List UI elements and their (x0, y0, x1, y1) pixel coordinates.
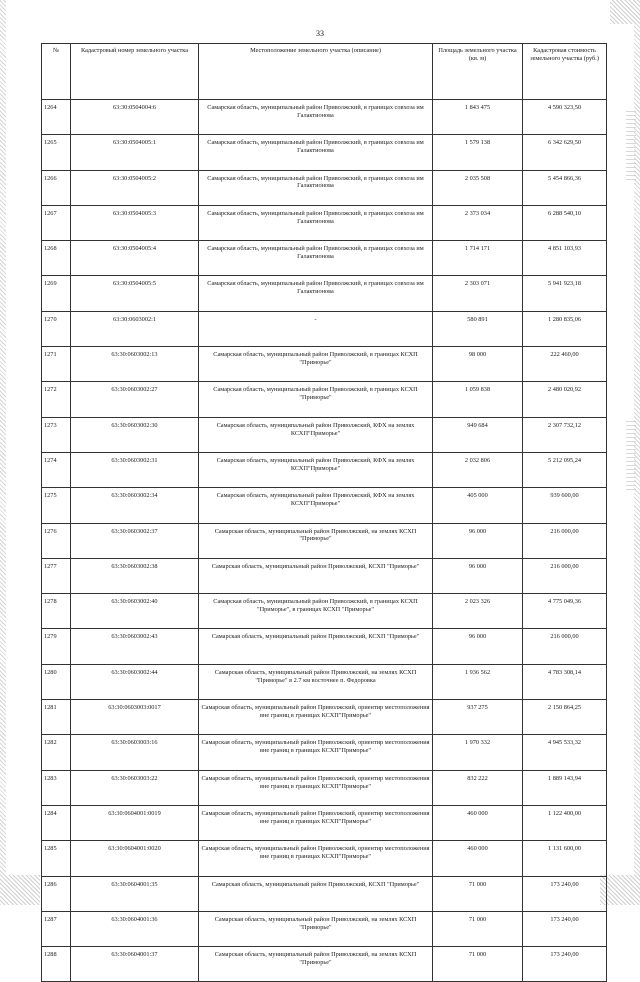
cadastral-number: 63:30:0603003:16 (71, 735, 199, 770)
area: 2 023 326 (433, 594, 523, 629)
row-number: 1283 (42, 770, 71, 805)
area: 71 000 (433, 947, 523, 982)
area: 405 000 (433, 488, 523, 523)
area: 2 032 806 (433, 452, 523, 487)
cadastral-number: 63:30:0603002:27 (71, 382, 199, 417)
area: 580 891 (433, 311, 523, 346)
location: Самарская область, муниципальный район Приволжский, КФХ на землях КСХП"Приморье" (199, 488, 433, 523)
area: 832 222 (433, 770, 523, 805)
area: 71 000 (433, 911, 523, 946)
table-row (42, 488, 607, 523)
location: Самарская область, муниципальный район Приволжский, КФХ на землях КСХП"Приморье" (199, 452, 433, 487)
location: Самарская область, муниципальный район Приволжский, в границах совхоза им Галактионова (199, 135, 433, 170)
cadastral-value: 4 590 323,50 (523, 100, 607, 135)
area: 1 843 475 (433, 100, 523, 135)
scan-edge-left (0, 0, 6, 905)
cadastral-value: 4 783 308,14 (523, 664, 607, 699)
area: 2 035 508 (433, 170, 523, 205)
area: 96 000 (433, 629, 523, 664)
location: Самарская область, муниципальный район Приволжский, ориентир местоположения вне границ в границах КСХП"Приморье" (199, 700, 433, 735)
table-row (42, 841, 607, 876)
table-row (42, 523, 607, 558)
cadastral-number: 63:30:0604001:36 (71, 911, 199, 946)
table-row (42, 417, 607, 452)
area: 71 000 (433, 876, 523, 911)
cadastral-number: 63:30:0603003:22 (71, 770, 199, 805)
area: 1 714 171 (433, 241, 523, 276)
location: - (199, 311, 433, 346)
header-location: Местоположение земельного участка (описание) (199, 44, 433, 100)
row-number: 1278 (42, 594, 71, 629)
cadastral-number: 63:30:0504005:4 (71, 241, 199, 276)
table-row (42, 594, 607, 629)
table-row (42, 276, 607, 311)
cadastral-value: 5 454 866,36 (523, 170, 607, 205)
table-row (42, 452, 607, 487)
cadastral-number: 63:30:0604001:0019 (71, 805, 199, 840)
location: Самарская область, муниципальный район Приволжский, в границах КСХП "Приморье", в границах КСХП "Приморье" (199, 594, 433, 629)
row-number: 1285 (42, 841, 71, 876)
area: 1 936 562 (433, 664, 523, 699)
area: 949 684 (433, 417, 523, 452)
cadastral-value: 5 212 095,24 (523, 452, 607, 487)
cadastral-value: 939 600,00 (523, 488, 607, 523)
row-number: 1277 (42, 558, 71, 593)
table-row (42, 100, 607, 135)
location: Самарская область, муниципальный район Приволжский, на землях КСХП "Приморье" в 2.7 км восточнее п. Федоровка (199, 664, 433, 699)
location: Самарская область, муниципальный район Приволжский, ориентир местоположения вне границ в границах КСХП"Приморье" (199, 770, 433, 805)
cadastral-value: 5 941 923,18 (523, 276, 607, 311)
location: Самарская область, муниципальный район Приволжский, в границах совхоза им Галактионова (199, 170, 433, 205)
area: 460 000 (433, 805, 523, 840)
row-number: 1272 (42, 382, 71, 417)
table-row (42, 135, 607, 170)
cadastral-number: 63:30:0603002:30 (71, 417, 199, 452)
cadastral-number: 63:30:0504005:5 (71, 276, 199, 311)
location: Самарская область, муниципальный район Приволжский, в границах совхоза им Галактионова (199, 100, 433, 135)
table-row (42, 382, 607, 417)
table-row (42, 770, 607, 805)
cadastral-value: 2 480 020,92 (523, 382, 607, 417)
location: Самарская область, муниципальный район Приволжский, КСХП "Приморье" (199, 629, 433, 664)
table-header-row (42, 44, 607, 100)
header-cadastral-number: Кадастровый номер земельного участка (71, 44, 199, 100)
row-number: 1273 (42, 417, 71, 452)
table-row (42, 311, 607, 346)
row-number: 1275 (42, 488, 71, 523)
area: 2 303 071 (433, 276, 523, 311)
table-row (42, 170, 607, 205)
row-number: 1270 (42, 311, 71, 346)
scan-edge-mark (626, 420, 636, 490)
cadastral-value: 2 150 864,25 (523, 700, 607, 735)
cadastral-value: 1 280 835,06 (523, 311, 607, 346)
row-number: 1282 (42, 735, 71, 770)
table-row (42, 911, 607, 946)
location: Самарская область, муниципальный район Приволжский, на землях КСХП "Приморье" (199, 947, 433, 982)
scan-edge-mark (626, 110, 636, 180)
row-number: 1279 (42, 629, 71, 664)
cadastral-number: 63:30:0603002:13 (71, 347, 199, 382)
location: Самарская область, муниципальный район Приволжский, в границах совхоза им Галактионова (199, 241, 433, 276)
cadastral-value: 1 122 400,00 (523, 805, 607, 840)
cadastral-number: 63:30:0504005:2 (71, 170, 199, 205)
location: Самарская область, муниципальный район Приволжский, ориентир местоположения вне границ в границах КСХП"Приморье" (199, 805, 433, 840)
scan-corner-top-right (610, 0, 640, 24)
cadastral-number: 63:30:0603003:0017 (71, 700, 199, 735)
cadastral-value: 6 288 540,10 (523, 205, 607, 240)
cadastral-number: 63:30:0604001:37 (71, 947, 199, 982)
scan-corner-bottom-left (0, 875, 40, 905)
land-plot-table (41, 43, 607, 982)
row-number: 1281 (42, 700, 71, 735)
cadastral-value: 173 240,00 (523, 876, 607, 911)
location: Самарская область, муниципальный район Приволжский, на землях КСХП "Приморье" (199, 523, 433, 558)
location: Самарская область, муниципальный район Приволжский, КФХ на землях КСХП"Приморье" (199, 417, 433, 452)
cadastral-value: 6 342 629,50 (523, 135, 607, 170)
cadastral-number: 63:30:0603002:34 (71, 488, 199, 523)
location: Самарская область, муниципальный район Приволжский, КСХП "Приморье" (199, 876, 433, 911)
row-number: 1269 (42, 276, 71, 311)
row-number: 1286 (42, 876, 71, 911)
area: 1 059 838 (433, 382, 523, 417)
cadastral-number: 63:30:0604001:0020 (71, 841, 199, 876)
area: 460 000 (433, 841, 523, 876)
cadastral-number: 63:30:0603002:43 (71, 629, 199, 664)
row-number: 1264 (42, 100, 71, 135)
cadastral-value: 1 889 143,94 (523, 770, 607, 805)
cadastral-value: 2 307 732,12 (523, 417, 607, 452)
location: Самарская область, муниципальный район Приволжский, в границах совхоза им Галактионова (199, 276, 433, 311)
cadastral-value: 173 240,00 (523, 911, 607, 946)
page-number: 33 (316, 29, 324, 38)
location: Самарская область, муниципальный район Приволжский, в границах КСХП "Приморье" (199, 347, 433, 382)
cadastral-value: 1 131 600,00 (523, 841, 607, 876)
table-row (42, 629, 607, 664)
row-number: 1284 (42, 805, 71, 840)
cadastral-number: 63:30:0604001:35 (71, 876, 199, 911)
table-row (42, 735, 607, 770)
row-number: 1287 (42, 911, 71, 946)
table-row (42, 664, 607, 699)
row-number: 1288 (42, 947, 71, 982)
location: Самарская область, муниципальный район Приволжский, ориентир местоположения вне границ в границах КСХП"Приморье" (199, 735, 433, 770)
cadastral-number: 63:30:0603002:37 (71, 523, 199, 558)
table-row (42, 347, 607, 382)
table-row (42, 700, 607, 735)
row-number: 1266 (42, 170, 71, 205)
cadastral-number: 63:30:0603002:44 (71, 664, 199, 699)
cadastral-value: 4 945 533,32 (523, 735, 607, 770)
row-number: 1267 (42, 205, 71, 240)
cadastral-number: 63:30:0504005:1 (71, 135, 199, 170)
table-row (42, 947, 607, 982)
cadastral-value: 4 851 103,93 (523, 241, 607, 276)
cadastral-number: 63:30:0603002:40 (71, 594, 199, 629)
row-number: 1280 (42, 664, 71, 699)
cadastral-number: 63:30:0603002:31 (71, 452, 199, 487)
cadastral-value: 216 000,00 (523, 558, 607, 593)
table-row (42, 805, 607, 840)
row-number: 1274 (42, 452, 71, 487)
table-body (42, 100, 607, 982)
cadastral-number: 63:30:0504005:3 (71, 205, 199, 240)
location: Самарская область, муниципальный район Приволжский, в границах совхоза им Галактионова (199, 205, 433, 240)
cadastral-number: 63:30:0603002:38 (71, 558, 199, 593)
table-row (42, 241, 607, 276)
row-number: 1265 (42, 135, 71, 170)
header-cadastral-value: Кадастровая стоимость земельного участка (руб.) (523, 44, 607, 100)
area: 1 970 332 (433, 735, 523, 770)
cadastral-value: 216 000,00 (523, 523, 607, 558)
area: 937 275 (433, 700, 523, 735)
table-row (42, 876, 607, 911)
cadastral-number: 63:30:0504004:6 (71, 100, 199, 135)
row-number: 1271 (42, 347, 71, 382)
header-area: Площадь земельного участка (кв. м) (433, 44, 523, 100)
location: Самарская область, муниципальный район Приволжский, в границах КСХП "Приморье" (199, 382, 433, 417)
location: Самарская область, муниципальный район Приволжский, ориентир местоположения вне границ в границах КСХП"Приморье" (199, 841, 433, 876)
cadastral-value: 4 775 049,36 (523, 594, 607, 629)
area: 98 000 (433, 347, 523, 382)
cadastral-value: 173 240,00 (523, 947, 607, 982)
row-number: 1268 (42, 241, 71, 276)
location: Самарская область, муниципальный район Приволжский, на землях КСХП "Приморье" (199, 911, 433, 946)
cadastral-number: 63:30:0603002:1 (71, 311, 199, 346)
row-number: 1276 (42, 523, 71, 558)
table-row (42, 205, 607, 240)
header-number: № (42, 44, 71, 100)
location: Самарская область, муниципальный район Приволжский, КСХП "Приморье" (199, 558, 433, 593)
cadastral-value: 222 460,00 (523, 347, 607, 382)
area: 1 579 138 (433, 135, 523, 170)
area: 96 000 (433, 523, 523, 558)
area: 96 000 (433, 558, 523, 593)
cadastral-value: 216 000,00 (523, 629, 607, 664)
table-row (42, 558, 607, 593)
area: 2 373 034 (433, 205, 523, 240)
